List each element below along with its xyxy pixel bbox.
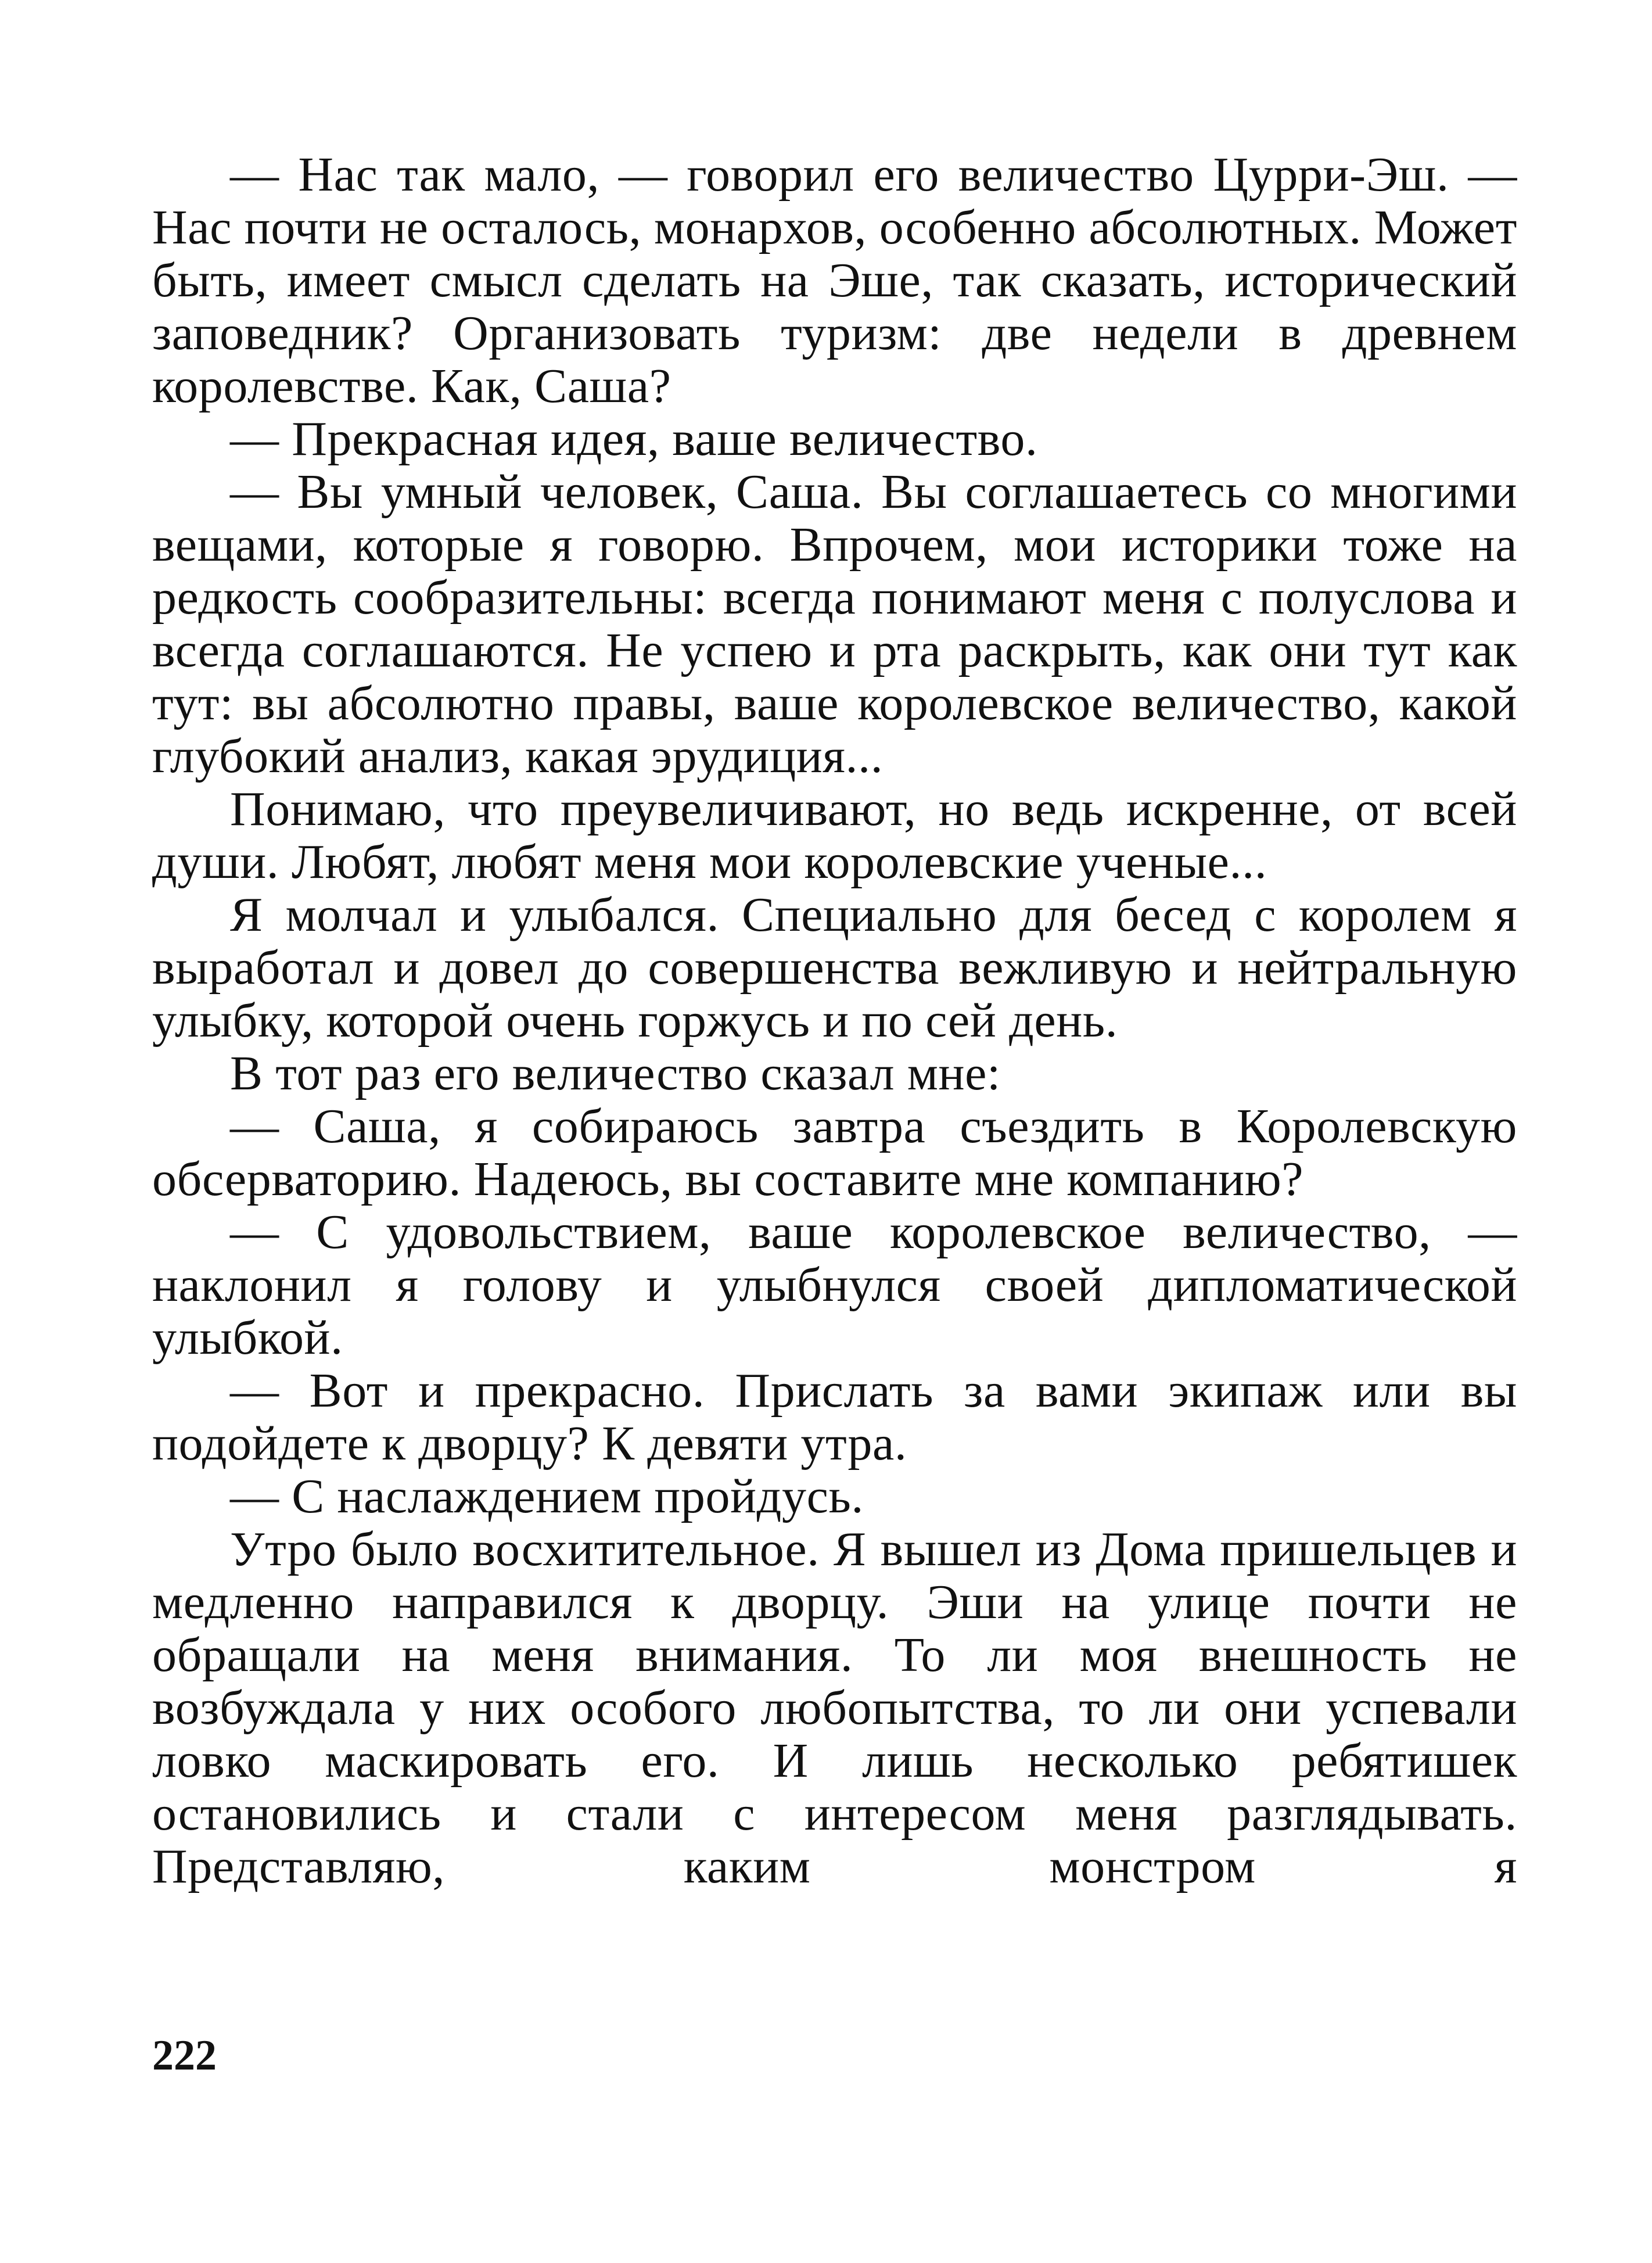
paragraph: — Нас так мало, — говорил его величество Цурри-Эш. — Нас почти не осталось, монархов, особенно абсолютных. Может быть, имеет смысл сделать на Эше, так сказать, исторический заповедник? Организовать туризм: две недели в древнем королевстве. Как, Саша? <box>152 148 1517 413</box>
page-body-text <box>152 148 1517 1893</box>
paragraph: В тот раз его величество сказал мне: <box>230 1046 1001 1100</box>
paragraph: Понимаю, что преувеличивают, но ведь искренне, от всей души. Любят, любят меня мои королевские ученые... <box>152 782 1517 889</box>
paragraph: — С удовольствием, ваше королевское величество, — наклонил я голову и улыбнулся своей дипломатической улыбкой. <box>152 1205 1517 1365</box>
paragraph: Утро было восхитительное. Я вышел из Дома пришельцев и медленно направился к дворцу. Эши на улице почти не обращали на меня внимания. То ли моя внешность не возбуждала у них особого любопытства, то ли они успевали ловко маскировать его. И лишь несколько ребятишек остановились и стали с интересом меня разглядывать. Представляю, каким монстром я <box>152 1522 1517 1893</box>
paragraph: — Вот и прекрасно. Прислать за вами экипаж или вы подойдете к дворцу? К девяти утра. <box>152 1364 1517 1471</box>
paragraph: — С наслаждением пройдусь. <box>230 1469 864 1523</box>
paragraph: Я молчал и улыбался. Специально для бесед с королем я выработал и довел до совершенства вежливую и нейтральную улыбку, которой очень горжусь и по сей день. <box>152 888 1517 1048</box>
paragraph: — Прекрасная идея, ваше величество. <box>230 412 1038 466</box>
paragraph: — Вы умный человек, Саша. Вы соглашаетесь со многими вещами, которые я говорю. Впрочем, мои историки тоже на редкость сообразительны: всегда понимают меня с полуслова и всегда соглашаются. Не успею и рта раскрыть, как они тут как тут: вы абсолютно правы, ваше королевское величество, какой глубокий анализ, какая эрудиция... <box>152 465 1517 783</box>
page-number: 222 <box>152 2032 217 2079</box>
paragraph: — Саша, я собираюсь завтра съездить в Королевскую обсерваторию. Надеюсь, вы составите мне компанию? <box>152 1099 1517 1206</box>
